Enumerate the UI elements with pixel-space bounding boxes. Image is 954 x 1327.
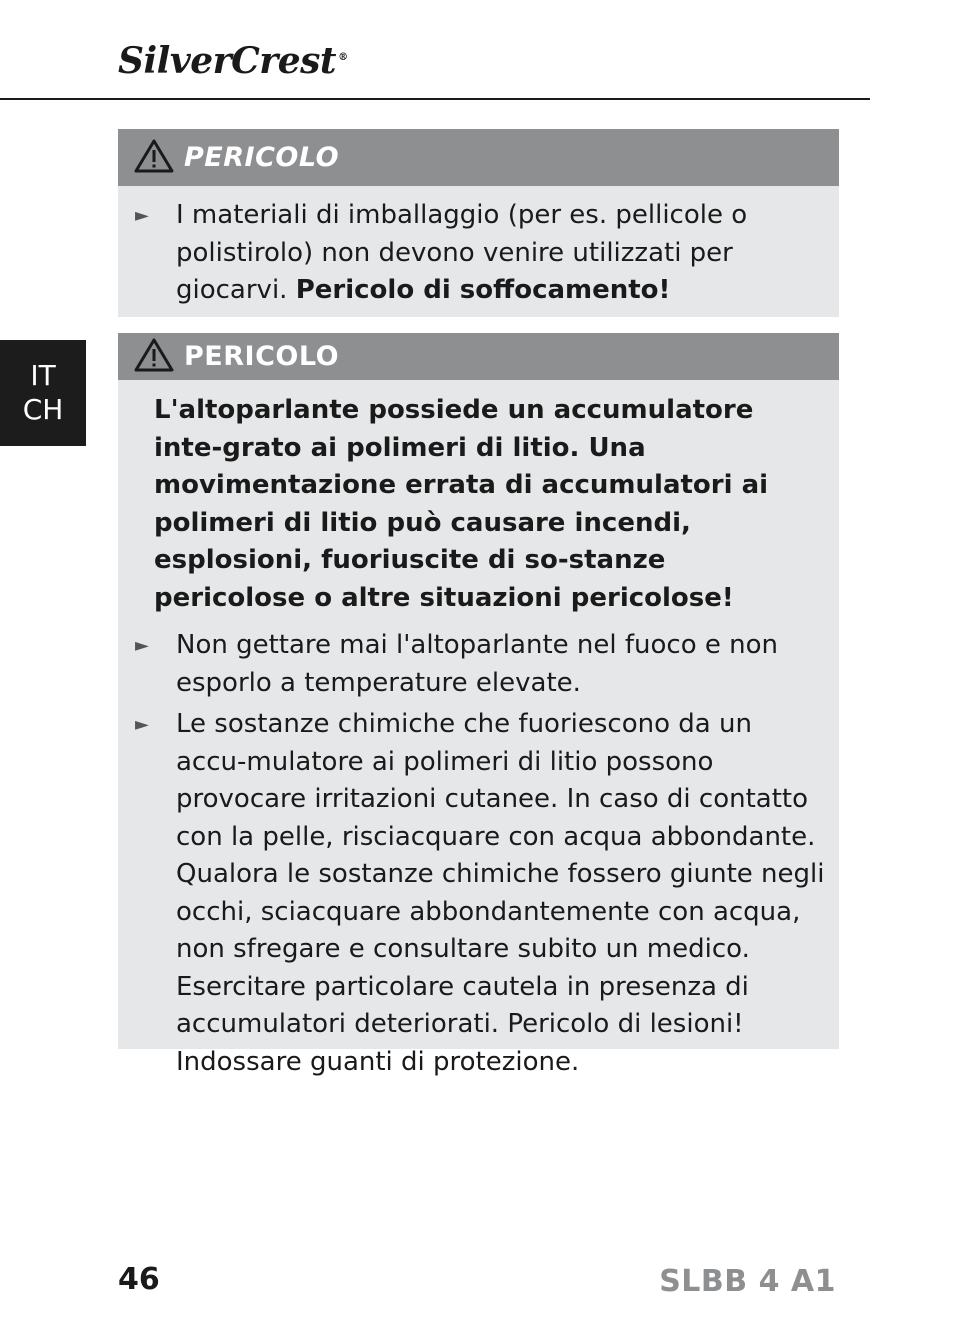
warning-box-header bbox=[118, 333, 839, 380]
bullet-text: Le sostanze chimiche che fuoriescono da un accu-mulatore ai polimeri di litio possono provocare irritazioni cutanee. In caso di contatto con la pelle, risciacquare con acqua abbondante. Qualora le sostanze chimiche fossero giunte negli occhi, sciacquare abbondantemente con acqua, non sfregare e consultare subito un medico. Esercitare particolare cautela in presenza di accumulatori deteriorati. Pericolo di lesioni! Indossare guanti di protezione. bbox=[176, 709, 825, 1077]
brand-logo bbox=[118, 40, 348, 82]
bullet-arrow-icon: ► bbox=[135, 714, 149, 735]
bullet-arrow-icon: ► bbox=[135, 205, 149, 226]
bullet-arrow-icon: ► bbox=[135, 635, 149, 656]
warning-title: PERICOLO bbox=[184, 341, 340, 372]
warning-triangle-icon bbox=[134, 139, 174, 173]
language-tab-ch: CH bbox=[22, 393, 64, 426]
header-divider bbox=[0, 98, 870, 100]
list-item bbox=[118, 197, 839, 310]
list-item bbox=[118, 627, 839, 702]
warning-bullet-list bbox=[118, 621, 839, 1081]
warning-triangle-icon bbox=[134, 338, 174, 372]
warning-box-header bbox=[118, 129, 839, 186]
logo-text: SilverCrest bbox=[118, 40, 337, 82]
model-number: SLBB 4 A1 bbox=[659, 1264, 836, 1299]
bullet-text: Non gettare mai l'altoparlante nel fuoco e non esporlo a temperature elevate. bbox=[176, 630, 778, 698]
warning-box-packaging bbox=[118, 129, 839, 317]
bullet-text: I materiali di imballaggio (per es. pellicole o polistirolo) non devono venire utilizzati per giocarvi. bbox=[176, 200, 748, 305]
logo-registered-mark: ® bbox=[338, 52, 348, 63]
list-item bbox=[118, 706, 839, 1081]
warning-box-battery bbox=[118, 333, 839, 1077]
warning-title: PERICOLO bbox=[184, 142, 340, 173]
warning-lead-paragraph: L'altoparlante possiede un accumulatore inte-grato ai polimeri di litio. Una movimentazione errata di accumulatori ai polimeri di litio può causare incendi, esplosioni, fuoriuscite di so-stanze pericolose o altre situazioni pericolose! bbox=[154, 395, 769, 613]
language-tab-it: IT bbox=[30, 359, 56, 392]
page-number: 46 bbox=[118, 1262, 160, 1297]
language-tab bbox=[0, 340, 86, 446]
bullet-bold-text: Pericolo di soffocamento! bbox=[295, 275, 671, 305]
warning-bullet-list bbox=[118, 186, 839, 310]
